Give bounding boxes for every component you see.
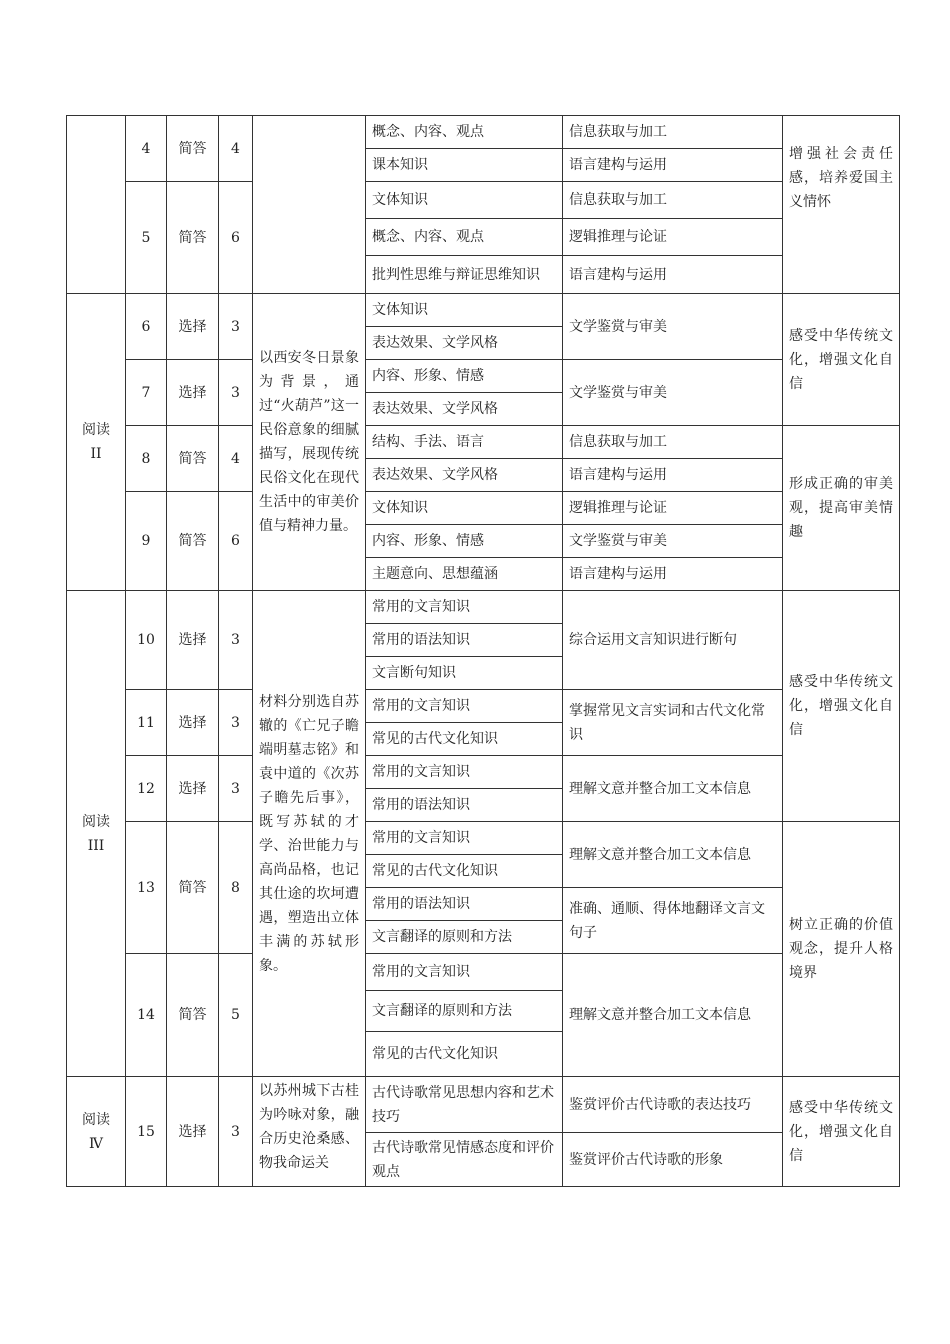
question-type: 选择: [167, 690, 219, 756]
section-label: 阅读 Ⅳ: [67, 1077, 126, 1187]
question-number: 9: [126, 492, 167, 591]
knowledge-cell: 古代诗歌常见思想内容和艺术技巧: [366, 1077, 563, 1133]
knowledge-cell: 常用的文言知识: [366, 690, 563, 723]
knowledge-cell: 常用的语法知识: [366, 888, 563, 921]
knowledge-cell: 表达效果、文学风格: [366, 393, 563, 426]
knowledge-cell: 常用的文言知识: [366, 822, 563, 855]
ability-cell: 理解文意并整合加工文本信息: [563, 756, 783, 822]
ability-cell: 信息获取与加工: [563, 426, 783, 459]
knowledge-cell: 常用的语法知识: [366, 624, 563, 657]
question-score: 8: [219, 822, 253, 954]
question-number: 6: [126, 294, 167, 360]
question-type: 简答: [167, 116, 219, 182]
question-type: 选择: [167, 294, 219, 360]
exam-spec-table: [66, 115, 900, 1187]
question-number: 11: [126, 690, 167, 756]
value-goal-cell: 感受中华传统文化，增强文化自信: [783, 1077, 900, 1187]
question-type: 简答: [167, 954, 219, 1077]
knowledge-cell: 文体知识: [366, 492, 563, 525]
knowledge-cell: 主题意向、思想蕴涵: [366, 558, 563, 591]
question-type: 简答: [167, 182, 219, 294]
question-type: 选择: [167, 1077, 219, 1187]
knowledge-cell: 古代诗歌常见情感态度和评价观点: [366, 1133, 563, 1187]
knowledge-cell: 文言翻译的原则和方法: [366, 921, 563, 954]
question-type: 简答: [167, 426, 219, 492]
knowledge-cell: 文言断句知识: [366, 657, 563, 690]
knowledge-cell: 课本知识: [366, 149, 563, 182]
ability-cell: 掌握常见文言实词和古代文化常识: [563, 690, 783, 756]
question-number: 10: [126, 591, 167, 690]
knowledge-cell: 内容、形象、情感: [366, 525, 563, 558]
question-score: 6: [219, 492, 253, 591]
question-number: 7: [126, 360, 167, 426]
material-description: 以苏州城下古桂为吟咏对象，融合历史沧桑感、物我命运关: [253, 1077, 366, 1187]
knowledge-cell: 批判性思维与辩证思维知识: [366, 256, 563, 294]
ability-cell: 逻辑推理与论证: [563, 492, 783, 525]
material-description: [253, 116, 366, 294]
ability-cell: 语言建构与运用: [563, 149, 783, 182]
question-number: 8: [126, 426, 167, 492]
knowledge-cell: 常见的古代文化知识: [366, 723, 563, 756]
question-score: 3: [219, 1077, 253, 1187]
question-number: 4: [126, 116, 167, 182]
value-goal-cell: 形成正确的审美观，提高审美情趣: [783, 426, 900, 591]
question-number: 5: [126, 182, 167, 294]
question-score: 6: [219, 182, 253, 294]
material-description: 材料分别选自苏辙的《亡兄子瞻端明墓志铭》和袁中道的《次苏子瞻先后事》，既写苏轼的才学、治世能力与高尚品格，也记其仕途的坎坷遭遇，塑造出立体丰满的苏轼形象。: [253, 591, 366, 1077]
knowledge-cell: 常用的语法知识: [366, 789, 563, 822]
value-goal-cell: 感受中华传统文化，增强文化自信: [783, 294, 900, 426]
ability-cell: 鉴赏评价古代诗歌的形象: [563, 1133, 783, 1187]
section-label: 阅读 III: [67, 591, 126, 1077]
knowledge-cell: 结构、手法、语言: [366, 426, 563, 459]
ability-cell: 语言建构与运用: [563, 558, 783, 591]
knowledge-cell: 常见的古代文化知识: [366, 855, 563, 888]
ability-cell: 语言建构与运用: [563, 459, 783, 492]
ability-cell: 文学鉴赏与审美: [563, 360, 783, 426]
knowledge-cell: 内容、形象、情感: [366, 360, 563, 393]
ability-cell: 综合运用文言知识进行断句: [563, 591, 783, 690]
material-description: 以西安冬日景象为背景，通过“火葫芦”这一民俗意象的细腻描写，展现传统民俗文化在现代生活中的审美价值与精神力量。: [253, 294, 366, 591]
question-number: 15: [126, 1077, 167, 1187]
question-score: 3: [219, 690, 253, 756]
ability-cell: 信息获取与加工: [563, 182, 783, 219]
knowledge-cell: 常用的文言知识: [366, 756, 563, 789]
knowledge-cell: 表达效果、文学风格: [366, 327, 563, 360]
ability-cell: 文学鉴赏与审美: [563, 525, 783, 558]
question-score: 3: [219, 360, 253, 426]
ability-cell: 准确、通顺、得体地翻译文言文句子: [563, 888, 783, 954]
question-number: 12: [126, 756, 167, 822]
question-score: 4: [219, 426, 253, 492]
ability-cell: 信息获取与加工: [563, 116, 783, 149]
ability-cell: 理解文意并整合加工文本信息: [563, 822, 783, 888]
question-type: 简答: [167, 822, 219, 954]
section-label: 阅读 II: [67, 294, 126, 591]
knowledge-cell: 文体知识: [366, 182, 563, 219]
question-type: 选择: [167, 360, 219, 426]
question-score: 3: [219, 591, 253, 690]
knowledge-cell: 概念、内容、观点: [366, 219, 563, 256]
ability-cell: 理解文意并整合加工文本信息: [563, 954, 783, 1077]
knowledge-cell: 表达效果、文学风格: [366, 459, 563, 492]
question-score: 4: [219, 116, 253, 182]
question-type: 简答: [167, 492, 219, 591]
ability-cell: 文学鉴赏与审美: [563, 294, 783, 360]
question-type: 选择: [167, 591, 219, 690]
knowledge-cell: 常用的文言知识: [366, 591, 563, 624]
question-score: 3: [219, 756, 253, 822]
question-number: 13: [126, 822, 167, 954]
ability-cell: 鉴赏评价古代诗歌的表达技巧: [563, 1077, 783, 1133]
value-goal-cell: 树立正确的价值观念，提升人格境界: [783, 822, 900, 1077]
ability-cell: 逻辑推理与论证: [563, 219, 783, 256]
knowledge-cell: 常用的文言知识: [366, 954, 563, 991]
value-goal-cell: 增强社会责任感，培养爱国主义情怀: [783, 116, 900, 294]
ability-cell: 语言建构与运用: [563, 256, 783, 294]
value-goal-cell: 感受中华传统文化，增强文化自信: [783, 591, 900, 822]
question-score: 5: [219, 954, 253, 1077]
knowledge-cell: 文体知识: [366, 294, 563, 327]
question-type: 选择: [167, 756, 219, 822]
question-score: 3: [219, 294, 253, 360]
knowledge-cell: 常见的古代文化知识: [366, 1032, 563, 1077]
question-number: 14: [126, 954, 167, 1077]
knowledge-cell: 概念、内容、观点: [366, 116, 563, 149]
section-label: [67, 116, 126, 294]
knowledge-cell: 文言翻译的原则和方法: [366, 991, 563, 1032]
